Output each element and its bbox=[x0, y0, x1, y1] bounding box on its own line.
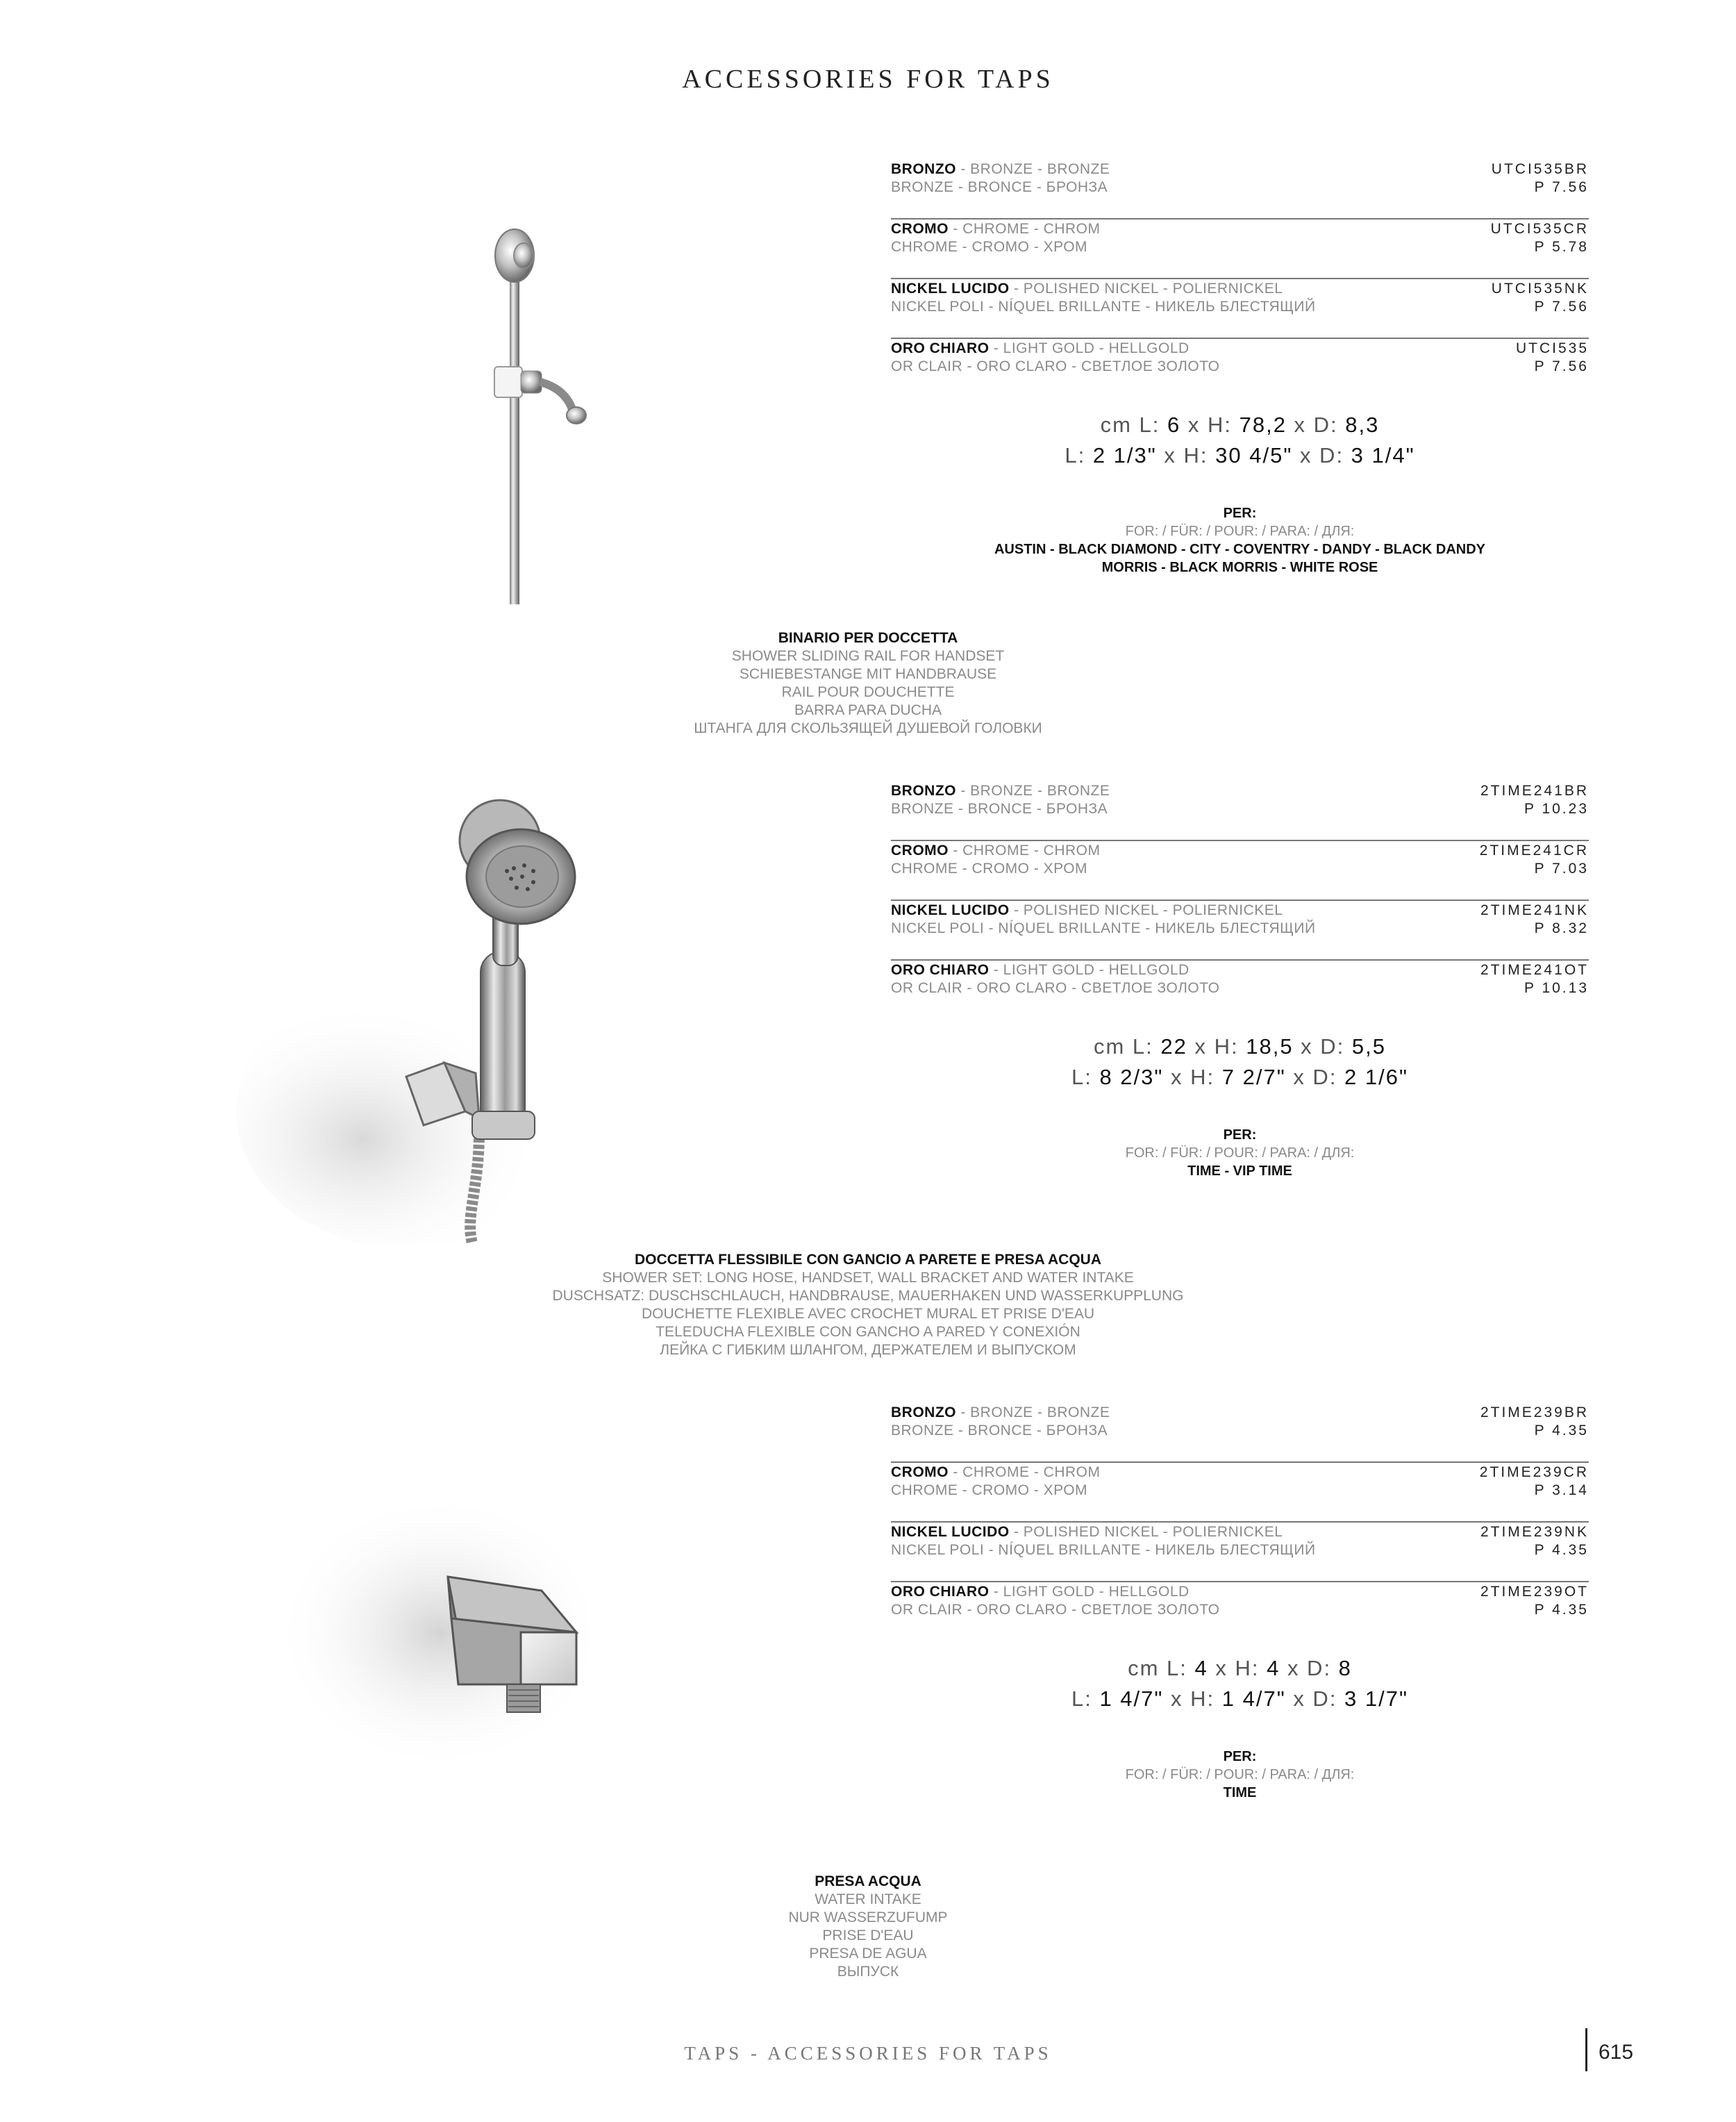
finish-name: CROMO bbox=[891, 843, 949, 859]
product-price: P 7.03 bbox=[1534, 861, 1589, 877]
caption-line: TELEDUCHA FLEXIBLE CON GANCHO A PARED Y CONEXIÓN bbox=[656, 1324, 1080, 1340]
finish-subtranslations: BRONZE - BRONCE - БРОНЗА bbox=[891, 179, 1108, 195]
variant-row bbox=[891, 1463, 1589, 1523]
finish-name: CROMO bbox=[891, 1464, 949, 1480]
finish-translations: - LIGHT GOLD - HELLGOLD bbox=[989, 340, 1190, 356]
variant-row bbox=[891, 961, 1589, 1020]
finish-subtranslations: NICKEL POLI - NÍQUEL BRILLANTE - НИКЕЛЬ БЛЕСТЯЩИЙ bbox=[891, 1542, 1316, 1558]
product-section-shower-set bbox=[0, 781, 1736, 1407]
finish-subtranslations: OR CLAIR - ORO CLARO - СВЕТЛОЕ ЗОЛОТО bbox=[891, 980, 1220, 996]
dimensions bbox=[891, 1031, 1589, 1093]
product-code: 2TIME239OT bbox=[1480, 1584, 1589, 1600]
product-price: P 7.56 bbox=[1534, 299, 1589, 315]
finish-subtranslations: CHROME - CROMO - ХРОМ bbox=[891, 239, 1088, 255]
variant-row bbox=[891, 1523, 1589, 1582]
dimensions-cm: cm L: 4 x H: 4 x D: 8 bbox=[1128, 1656, 1352, 1680]
finish-name: ORO CHIARO bbox=[891, 1584, 990, 1600]
finish-translations: - LIGHT GOLD - HELLGOLD bbox=[989, 962, 1190, 978]
finish-name: NICKEL LUCIDO bbox=[891, 281, 1010, 297]
caption-line: NUR WASSERZUFUMP bbox=[788, 1909, 948, 1925]
compatible-models bbox=[891, 1126, 1589, 1180]
finish-translations: - BRONZE - BRONZE bbox=[956, 1404, 1110, 1420]
per-models-line: AUSTIN - BLACK DIAMOND - CITY - COVENTRY - DANDY - BLACK DANDY bbox=[994, 542, 1486, 557]
compatible-models bbox=[891, 504, 1589, 577]
footer-divider bbox=[1585, 2028, 1587, 2071]
dimensions-cm: cm L: 6 x H: 78,2 x D: 8,3 bbox=[1100, 413, 1380, 437]
caption-title: DOCCETTA FLESSIBILE CON GANCIO A PARETE E PRESA ACQUA bbox=[634, 1252, 1102, 1268]
caption-line: DUSCHSATZ: DUSCHSCHLAUCH, HANDBRAUSE, MAUERHAKEN UND WASSERKUPPLUNG bbox=[552, 1288, 1184, 1304]
per-subtitle: FOR: / FÜR: / POUR: / PARA: / ДЛЯ: bbox=[1125, 1145, 1355, 1161]
product-code: 2TIME241BR bbox=[1480, 783, 1589, 799]
product-price: P 3.14 bbox=[1534, 1482, 1589, 1498]
per-models-line: MORRIS - BLACK MORRIS - WHITE ROSE bbox=[1101, 560, 1378, 575]
product-code: 2TIME239BR bbox=[1480, 1404, 1589, 1420]
variant-list bbox=[891, 160, 1589, 399]
finish-translations: - BRONZE - BRONZE bbox=[956, 161, 1110, 177]
variant-list bbox=[891, 781, 1589, 1020]
caption-line: PRISE D'EAU bbox=[822, 1928, 914, 1943]
product-code: UTCI535CR bbox=[1490, 221, 1589, 237]
per-models-line: TIME bbox=[1223, 1785, 1257, 1800]
caption-line: BARRA PARA DUCHA bbox=[794, 702, 942, 718]
variant-row bbox=[891, 1403, 1589, 1463]
product-code: 2TIME241CR bbox=[1479, 843, 1589, 859]
variant-row bbox=[891, 279, 1589, 339]
finish-translations: - CHROME - CHROM bbox=[949, 1464, 1101, 1480]
per-label: PER: bbox=[1223, 506, 1257, 521]
per-label: PER: bbox=[1223, 1127, 1257, 1143]
variant-list bbox=[891, 1403, 1589, 1642]
dimensions-inch: L: 2 1/3" x H: 30 4/5" x D: 3 1/4" bbox=[1065, 443, 1415, 467]
product-price: P 10.13 bbox=[1524, 980, 1589, 996]
dimensions-cm: cm L: 22 x H: 18,5 x D: 5,5 bbox=[1093, 1034, 1387, 1059]
finish-translations: - CHROME - CHROM bbox=[949, 843, 1101, 859]
caption-line: RAIL POUR DOUCHETTE bbox=[781, 684, 955, 700]
finish-name: ORO CHIARO bbox=[891, 962, 990, 978]
per-subtitle: FOR: / FÜR: / POUR: / PARA: / ДЛЯ: bbox=[1125, 524, 1355, 539]
page-title: ACCESSORIES FOR TAPS bbox=[682, 65, 1054, 94]
caption-line: SHOWER SET: LONG HOSE, HANDSET, WALL BRACKET AND WATER INTAKE bbox=[602, 1270, 1134, 1286]
caption-line: ВЫПУСК bbox=[837, 1964, 899, 1980]
caption-line: ЛЕЙКА С ГИБКИМ ШЛАНГОМ, ДЕРЖАТЕЛЕМ И ВЫПУСКОМ bbox=[660, 1342, 1076, 1358]
finish-translations: - LIGHT GOLD - HELLGOLD bbox=[989, 1584, 1190, 1600]
caption-line: SHOWER SLIDING RAIL FOR HANDSET bbox=[731, 648, 1005, 664]
finish-translations: - POLISHED NICKEL - POLIERNICKEL bbox=[1009, 1524, 1283, 1540]
finish-name: CROMO bbox=[891, 221, 949, 237]
finish-name: ORO CHIARO bbox=[891, 340, 990, 356]
per-label: PER: bbox=[1223, 1749, 1257, 1764]
finish-subtranslations: CHROME - CROMO - ХРОМ bbox=[891, 861, 1088, 877]
finish-subtranslations: CHROME - CROMO - ХРОМ bbox=[891, 1482, 1088, 1498]
caption-line: SCHIEBESTANGE MIT HANDBRAUSE bbox=[739, 666, 997, 682]
caption-line: PRESA DE AGUA bbox=[809, 1946, 927, 1962]
caption-title: PRESA ACQUA bbox=[815, 1873, 921, 1889]
product-section-shower-rail bbox=[0, 160, 1736, 785]
caption-title: BINARIO PER DOCCETTA bbox=[778, 630, 958, 646]
dimensions bbox=[891, 1653, 1589, 1714]
finish-subtranslations: BRONZE - BRONCE - БРОНЗА bbox=[891, 1423, 1108, 1439]
finish-subtranslations: NICKEL POLI - NÍQUEL BRILLANTE - НИКЕЛЬ БЛЕСТЯЩИЙ bbox=[891, 920, 1316, 936]
product-caption bbox=[0, 1251, 1736, 1359]
finish-translations: - POLISHED NICKEL - POLIERNICKEL bbox=[1009, 902, 1283, 918]
variant-row bbox=[891, 841, 1589, 901]
variant-row bbox=[891, 219, 1589, 279]
product-price: P 4.35 bbox=[1534, 1602, 1589, 1618]
finish-name: NICKEL LUCIDO bbox=[891, 902, 1010, 918]
dimensions-inch: L: 1 4/7" x H: 1 4/7" x D: 3 1/7" bbox=[1071, 1686, 1408, 1711]
dimensions bbox=[891, 410, 1589, 471]
product-price: P 5.78 bbox=[1534, 239, 1589, 255]
per-models-line: TIME - VIP TIME bbox=[1187, 1163, 1292, 1179]
caption-line: ШТАНГА ДЛЯ СКОЛЬЗЯЩЕЙ ДУШЕВОЙ ГОЛОВКИ bbox=[694, 720, 1042, 736]
product-code: UTCI535 bbox=[1515, 340, 1589, 356]
variant-row bbox=[891, 339, 1589, 399]
product-section-water-intake bbox=[0, 1403, 1736, 2028]
finish-name: BRONZO bbox=[891, 161, 956, 177]
finish-name: BRONZO bbox=[891, 783, 956, 799]
finish-name: BRONZO bbox=[891, 1404, 956, 1420]
product-code: 2TIME239NK bbox=[1480, 1524, 1589, 1540]
product-price: P 4.35 bbox=[1534, 1423, 1589, 1439]
product-code: 2TIME241OT bbox=[1480, 962, 1589, 978]
compatible-models bbox=[891, 1748, 1589, 1802]
finish-translations: - POLISHED NICKEL - POLIERNICKEL bbox=[1009, 281, 1283, 297]
product-code: 2TIME241NK bbox=[1480, 902, 1589, 918]
page-number: 615 bbox=[1599, 2041, 1634, 2064]
product-caption bbox=[0, 1873, 1736, 1981]
caption-line: WATER INTAKE bbox=[815, 1891, 921, 1907]
product-code: UTCI535BR bbox=[1491, 161, 1589, 177]
product-caption bbox=[0, 629, 1736, 738]
product-code: UTCI535NK bbox=[1491, 281, 1589, 297]
product-code: 2TIME239CR bbox=[1479, 1464, 1589, 1480]
product-price: P 4.35 bbox=[1534, 1542, 1589, 1558]
product-price: P 8.32 bbox=[1534, 920, 1589, 936]
variant-row bbox=[891, 781, 1589, 841]
dimensions-inch: L: 8 2/3" x H: 7 2/7" x D: 2 1/6" bbox=[1071, 1065, 1408, 1089]
variant-row bbox=[891, 901, 1589, 961]
finish-translations: - BRONZE - BRONZE bbox=[956, 783, 1110, 799]
finish-name: NICKEL LUCIDO bbox=[891, 1524, 1010, 1540]
caption-line: DOUCHETTE FLEXIBLE AVEC CROCHET MURAL ET PRISE D'EAU bbox=[641, 1306, 1095, 1322]
product-price: P 7.56 bbox=[1534, 358, 1589, 374]
finish-subtranslations: NICKEL POLI - NÍQUEL BRILLANTE - НИКЕЛЬ БЛЕСТЯЩИЙ bbox=[891, 299, 1316, 315]
finish-subtranslations: BRONZE - BRONCE - БРОНЗА bbox=[891, 801, 1108, 817]
finish-subtranslations: OR CLAIR - ORO CLARO - СВЕТЛОЕ ЗОЛОТО bbox=[891, 1602, 1220, 1618]
footer-section-title: TAPS - ACCESSORIES FOR TAPS bbox=[684, 2043, 1052, 2064]
finish-translations: - CHROME - CHROM bbox=[949, 221, 1101, 237]
variant-row bbox=[891, 1582, 1589, 1642]
per-subtitle: FOR: / FÜR: / POUR: / PARA: / ДЛЯ: bbox=[1125, 1767, 1355, 1782]
variant-row bbox=[891, 160, 1589, 219]
finish-subtranslations: OR CLAIR - ORO CLARO - СВЕТЛОЕ ЗОЛОТО bbox=[891, 358, 1220, 374]
product-price: P 10.23 bbox=[1524, 801, 1589, 817]
product-price: P 7.56 bbox=[1534, 179, 1589, 195]
